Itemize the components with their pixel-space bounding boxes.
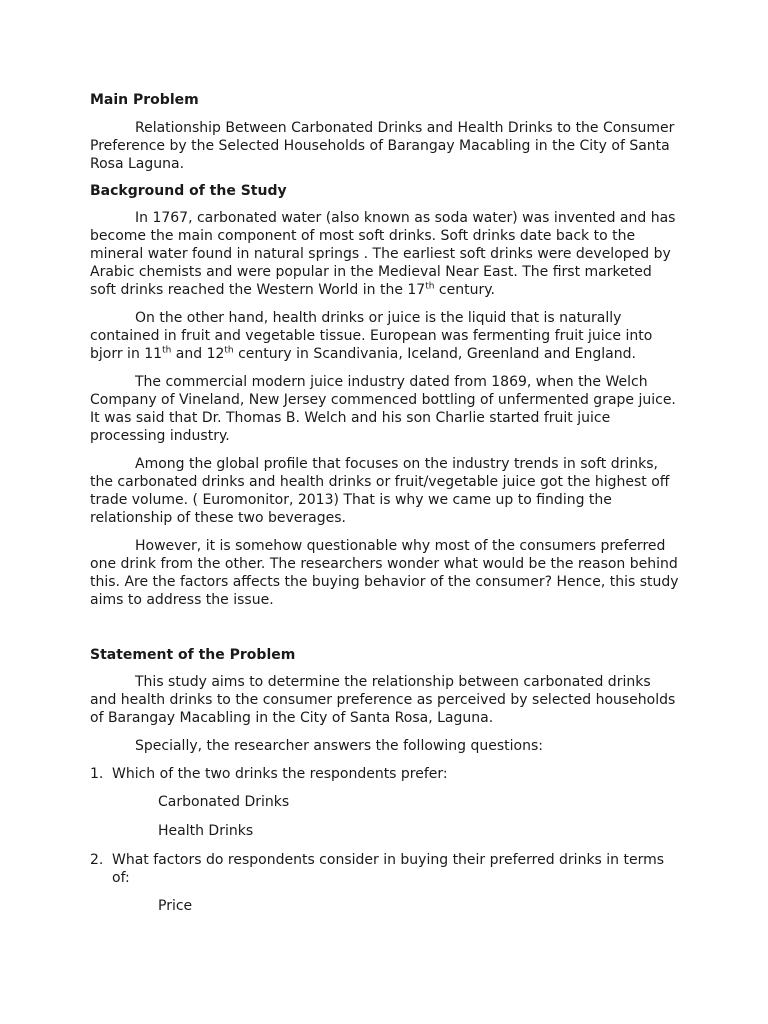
superscript-th-1: th — [162, 345, 172, 356]
main-problem-heading: Main Problem — [90, 92, 199, 108]
statement-heading: Statement of the Problem — [90, 647, 296, 663]
question-item-1 — [90, 765, 680, 783]
superscript-th: th — [425, 281, 435, 292]
statement-paragraph-1: This study aims to determine the relationship between carbonated drinks and health drinks to the consumer preference as perceived by selected households of Barangay Macabling in the City of Santa Rosa, Laguna. — [90, 674, 676, 726]
background-p2-text-b: and 12 — [171, 346, 225, 362]
background-paragraph-2 — [90, 309, 680, 363]
question-item-2 — [90, 851, 680, 887]
question-text: Which of the two drinks the respondents prefer: — [112, 766, 448, 782]
main-problem-text: Relationship Between Carbonated Drinks and Health Drinks to the Consumer Preference by the Selected Households of Barangay Macabling in the City of Santa Rosa Laguna. — [90, 120, 675, 172]
question-number: 2. — [90, 852, 104, 868]
background-paragraph-1 — [90, 209, 680, 299]
background-p2-text-a: On the other hand, health drinks or juice is the liquid that is naturally contained in fruit and vegetable tissue. European was fermenting fruit juice into bjorr in 11 — [90, 310, 653, 362]
background-heading: Background of the Study — [90, 183, 287, 199]
option-health-drinks: Health Drinks — [158, 823, 254, 839]
background-paragraph-4: Among the global profile that focuses on the industry trends in soft drinks, the carbonated drinks and health drinks or fruit/vegetable juice got the highest off trade volume. ( Euromonitor, 2013) That is why we came up to finding the relationship of these two beverages. — [90, 456, 670, 526]
document-page — [90, 90, 680, 926]
question-number: 1. — [90, 766, 104, 782]
background-p1-text: In 1767, carbonated water (also known as soda water) was invented and has become the main component of most soft drinks. Soft drinks date back to the mineral water found in natural springs . The earliest soft drinks were developed by Arabic chemists and were popular in the Medieval Near East. The first marketed soft drinks reached the Western World in the 17 — [90, 210, 676, 298]
background-paragraph-5: However, it is somehow questionable why most of the consumers preferred one drink from the other. The researchers wonder what would be the reason behind this. Are the factors affects the buying behavior of the consumer? Hence, this study aims to address the issue. — [90, 538, 679, 608]
background-p2-text-c: century in Scandivania, Iceland, Greenland and England. — [233, 346, 636, 362]
question-text: What factors do respondents consider in buying their preferred drinks in terms of: — [112, 852, 665, 886]
statement-paragraph-2: Specially, the researcher answers the following questions: — [135, 738, 543, 754]
background-paragraph-3: The commercial modern juice industry dated from 1869, when the Welch Company of Vineland, New Jersey commenced bottling of unfermented grape juice. It was said that Dr. Thomas B. Welch and his son Charlie started fruit juice processing industry. — [90, 374, 676, 444]
option-carbonated-drinks: Carbonated Drinks — [158, 794, 290, 810]
background-p1-end: century. — [434, 282, 495, 298]
factor-price: Price — [158, 898, 193, 914]
superscript-th-2: th — [224, 345, 234, 356]
